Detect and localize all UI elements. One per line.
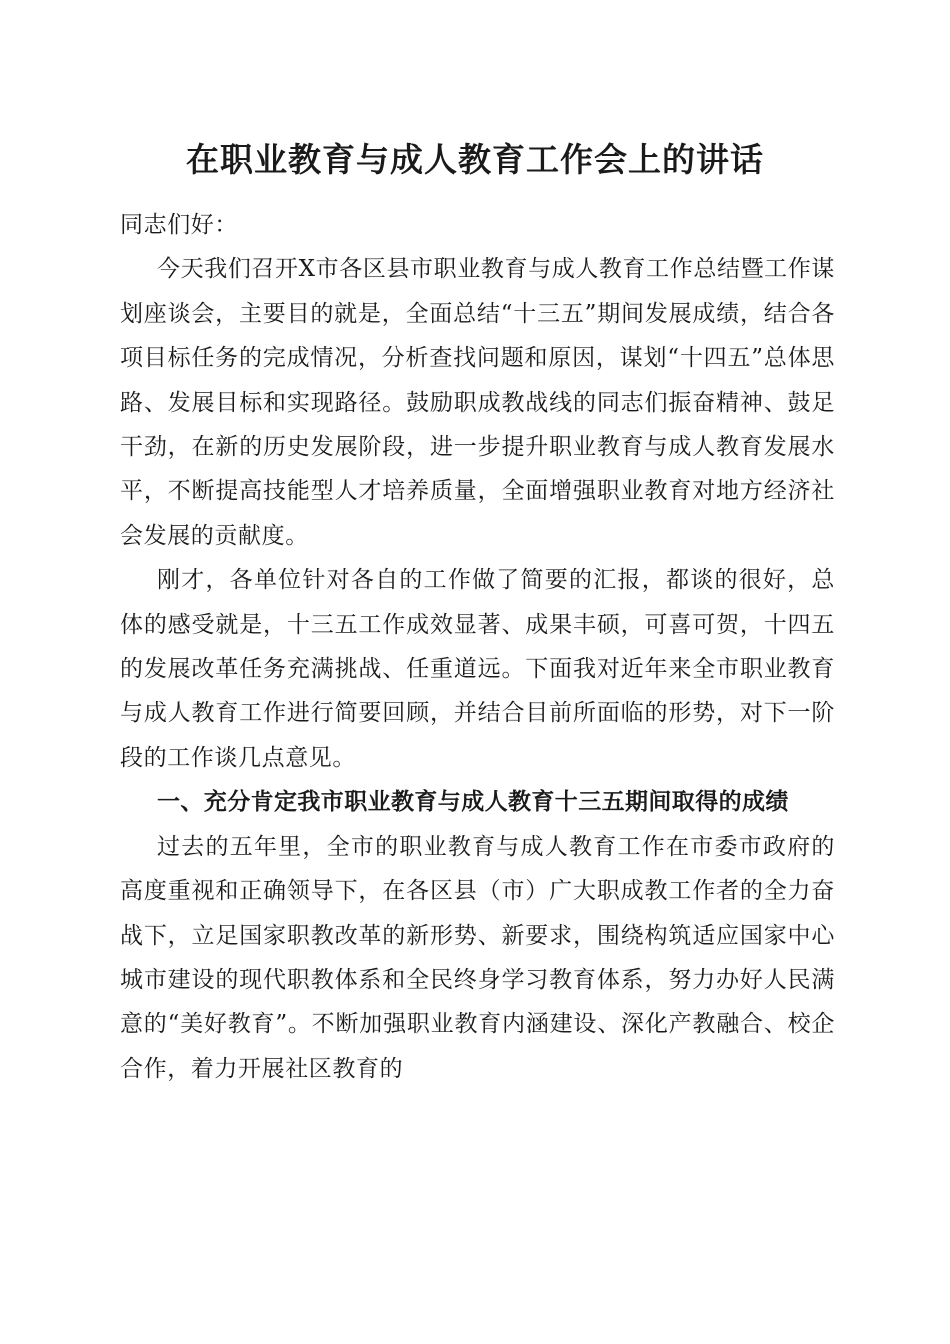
paragraph-section-one: 过去的五年里，全市的职业教育与成人教育工作在市委市政府的高度重视和正确领导下，在各区县（市）广大职成教工作者的全力奋战下，立足国家职教改革的新形势、新要求，围绕构筑适应国家中心城市建设的现代职教体系和全民终身学习教育体系，努力办好人民满意的“美好教育”。不断加强职业教育内涵建设、深化产教融合、校企合作，着力开展社区教育的 bbox=[120, 833, 835, 1082]
section-heading: 一、充分肯定我市职业教育与成人教育十三五期间取得的成绩 bbox=[157, 789, 789, 816]
paragraph-intro: 今天我们召开X市各区县市职业教育与成人教育工作总结暨工作谋划座谈会，主要目的就是，全面总结“十三五”期间发展成绩，结合各项目标任务的完成情况，分析查找问题和原因，谋划“十四五”总体思路、发展目标和实现路径。鼓励职成教战线的同志们振奋精神、鼓足干劲，在新的历史发展阶段，进一步提升职业教育与成人教育发展水平，不断提高技能型人才培养质量，全面增强职业教育对地方经济社会发展的贡献度。 bbox=[120, 256, 835, 549]
document-body bbox=[120, 203, 835, 1091]
paragraph-summary: 刚才，各单位针对各自的工作做了简要的汇报，都谈的很好，总体的感受就是，十三五工作成效显著、成果丰硕，可喜可贺，十四五的发展改革任务充满挑战、任重道远。下面我对近年来全市职业教育与成人教育工作进行简要回顾，并结合目前所面临的形势，对下一阶段的工作谈几点意见。 bbox=[120, 567, 835, 771]
greeting: 同志们好： bbox=[120, 212, 238, 238]
document-title: 在职业教育与成人教育工作会上的讲话 bbox=[186, 140, 764, 179]
